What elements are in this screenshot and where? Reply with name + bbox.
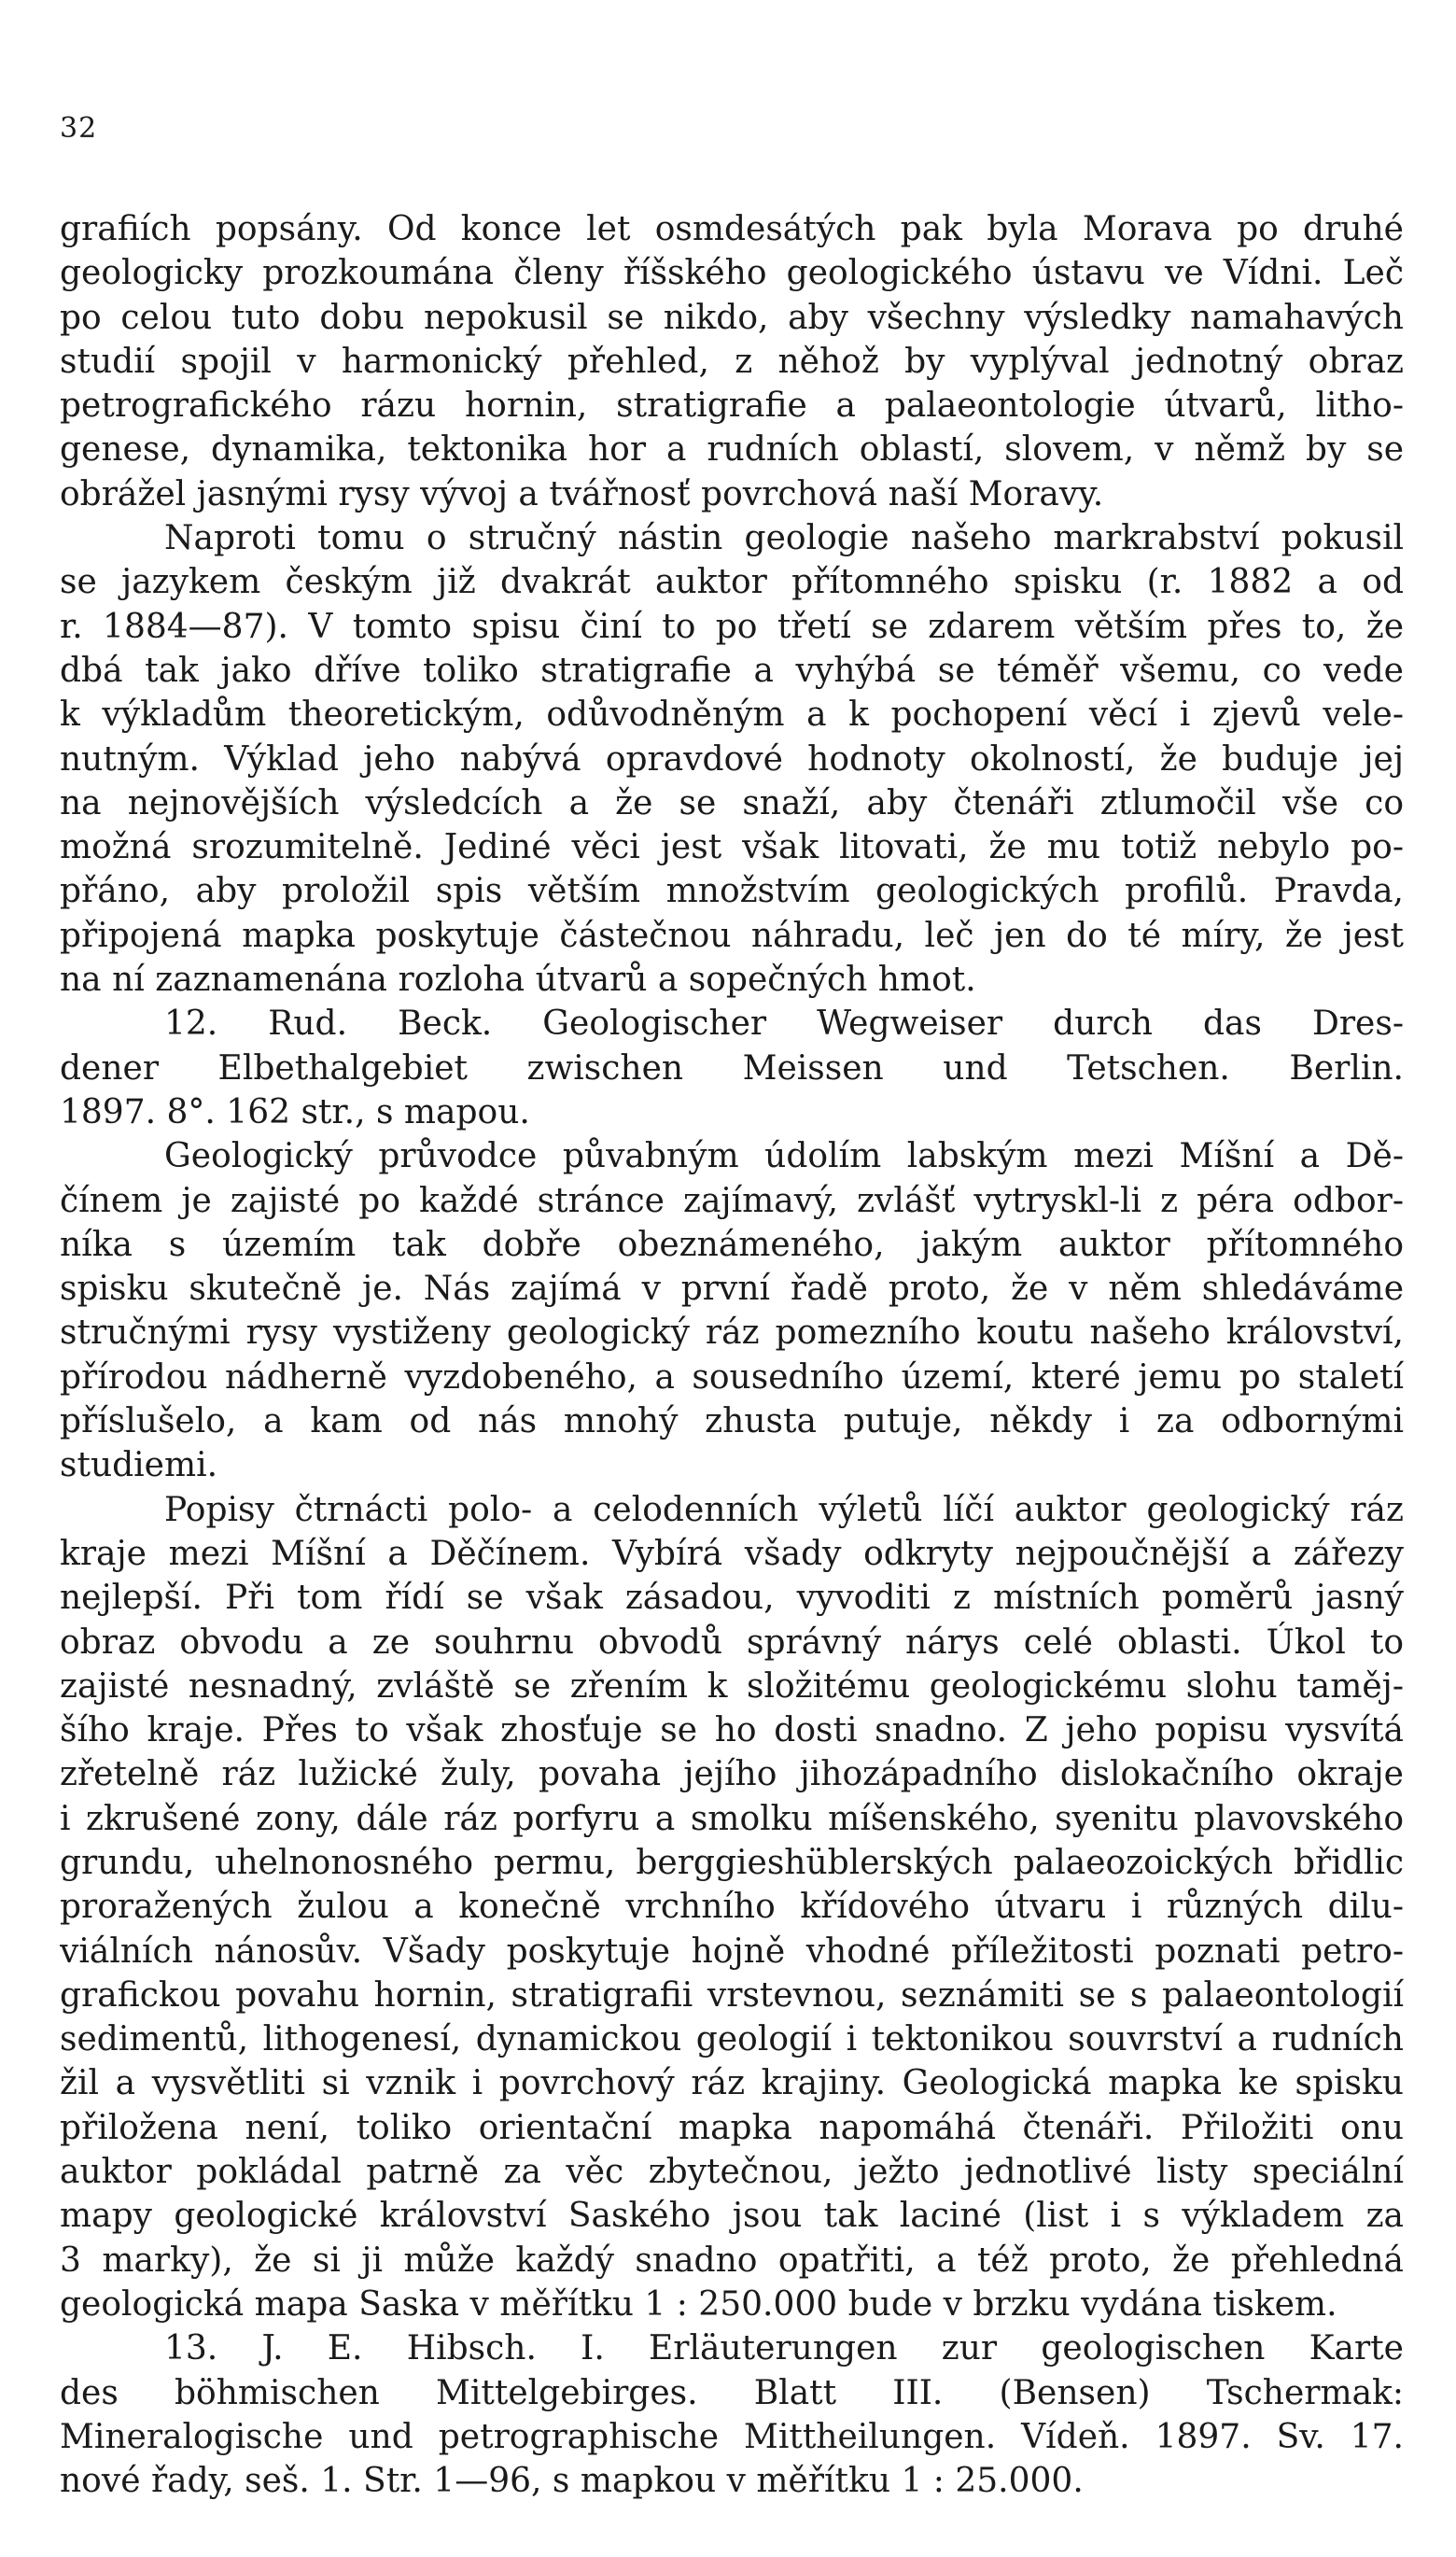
text-line: čínem je zajisté po každé stránce zajímavý, zvlášť vytryskl-li z péra odbor- bbox=[60, 1181, 1404, 1220]
text-line: Popisy čtrnácti polo- a celodenních výletů líčí auktor geologický ráz bbox=[164, 1490, 1404, 1529]
text-line: proražených žulou a konečně vrchního křídového útvaru i různých dilu- bbox=[60, 1888, 1404, 1927]
text-line: 1897. 8°. 162 str., s mapou. bbox=[60, 1092, 530, 1131]
text-line: žil a vysvětliti si vznik i povrchový ráz krajiny. Geologická mapka ke spisku bbox=[60, 2064, 1404, 2103]
text-line: des böhmischen Mittelgebirges. Blatt III. (Bensen) Tschermak: bbox=[60, 2373, 1404, 2412]
text-line: dener Elbethalgebiet zwischen Meissen und Tetschen. Berlin. bbox=[60, 1048, 1404, 1088]
text-line: přiložena není, toliko orientační mapka napomáhá čtenáři. Přiložiti onu bbox=[60, 2108, 1404, 2147]
text-line: studiemi. bbox=[60, 1446, 218, 1485]
text-line: zajisté nesnadný, zvláště se zřením k složitému geologickému slohu taměj- bbox=[60, 1666, 1404, 1706]
text-line: Geologický průvodce půvabným údolím labským mezi Míšní a Dě- bbox=[164, 1137, 1404, 1176]
text-line: 3 marky), že si ji může každý snadno opatřiti, a též proto, že přehledná bbox=[60, 2241, 1404, 2280]
text-line: k výkladům theoretickým, odůvodněným a k pochopení věcí i zjevů vele- bbox=[60, 695, 1404, 735]
text-line: mapy geologické království Saského jsou tak laciné (list i s výkladem za bbox=[60, 2197, 1404, 2236]
text-line: příslušelo, a kam od nás mnohý zhusta putuje, někdy i za odbornými bbox=[60, 1402, 1404, 1441]
text-line: nutným. Výklad jeho nabývá opravdové hodnoty okolností, že buduje jej bbox=[60, 739, 1404, 779]
text-line: kraje mezi Míšní a Děčínem. Vybírá všady odkryty nejpoučnější a zářezy bbox=[60, 1534, 1404, 1573]
text-line: se jazykem českým již dvakrát auktor přítomného spisku (r. 1882 a od bbox=[60, 563, 1404, 602]
text-line: obraz obvodu a ze souhrnu obvodů správný nárys celé oblasti. Úkol to bbox=[60, 1623, 1404, 1662]
text-line: Naproti tomu o stručný nástin geologie našeho markrabství pokusil bbox=[164, 519, 1404, 558]
text-line: geologicky prozkoumána členy říšského geologického ústavu ve Vídni. Leč bbox=[60, 254, 1404, 293]
text-line: i zkrušené zony, dále ráz porfyru a smolku míšenského, syenitu plavovského bbox=[60, 1799, 1404, 1838]
text-line: grundu, uhelnonosného permu, berggieshüblerských palaeozoických břidlic bbox=[60, 1843, 1404, 1882]
text-line: dbá tak jako dříve toliko stratigrafie a vyhýbá se téměř všemu, co vede bbox=[60, 651, 1404, 690]
text-line: nejlepší. Při tom řídí se však zásadou, vyvoditi z místních poměrů jasný bbox=[60, 1579, 1404, 1618]
text-line: petrografického rázu hornin, stratigrafie a palaeontologie útvarů, litho- bbox=[60, 386, 1404, 426]
text-line: obrážel jasnými rysy vývoj a tvářnosť povrchová naší Moravy. bbox=[60, 474, 1104, 513]
text-line: geologická mapa Saska v měřítku 1 : 250.000 bude v brzku vydána tiskem. bbox=[60, 2284, 1337, 2324]
text-line: studií spojil v harmonický přehled, z něhož by vyplýval jednotný obraz bbox=[60, 342, 1404, 381]
text-line: Mineralogische und petrographische Mittheilungen. Vídeň. 1897. Sv. 17. bbox=[60, 2417, 1404, 2456]
text-line: připojená mapka poskytuje částečnou náhradu, leč jen do té míry, že jest bbox=[60, 916, 1404, 955]
text-line: možná srozumitelně. Jediné věci jest však litovati, že mu totiž nebylo po- bbox=[60, 828, 1404, 867]
text-line: přáno, aby proložil spis větším množstvím geologických profilů. Pravda, bbox=[60, 872, 1404, 911]
text-line: na nejnovějších výsledcích a že se snaží, aby čtenáři ztlumočil vše co bbox=[60, 783, 1404, 822]
text-line: r. 1884—87). V tomto spisu činí to po třetí se zdarem větším přes to, že bbox=[60, 607, 1404, 646]
page-number: 32 bbox=[60, 112, 98, 145]
text-line: genese, dynamika, tektonika hor a rudních oblastí, slovem, v němž by se bbox=[60, 430, 1404, 470]
text-line: po celou tuto dobu nepokusil se nikdo, aby všechny výsledky namahavých bbox=[60, 298, 1404, 337]
text-line: sedimentů, lithogenesí, dynamickou geologií i tektonikou souvrství a rudních bbox=[60, 2020, 1404, 2059]
text-line: stručnými rysy vystiženy geologický ráz pomezního koutu našeho království, bbox=[60, 1314, 1404, 1353]
text-line: spisku skutečně je. Nás zajímá v první řadě proto, že v něm shledáváme bbox=[60, 1270, 1404, 1309]
text-line: grafickou povahu hornin, stratigrafii vrstevnou, seznámiti se s palaeontologií bbox=[60, 1975, 1404, 2015]
text-line: 13. J. E. Hibsch. I. Erläuterungen zur geologischen Karte bbox=[164, 2329, 1404, 2368]
text-line: viálních nánosův. Všady poskytuje hojně vhodné příležitosti poznati petro- bbox=[60, 1932, 1404, 1971]
text-line: na ní zaznamenána rozloha útvarů a sopečných hmot. bbox=[60, 961, 976, 1000]
text-line: 12. Rud. Beck. Geologischer Wegweiser durch das Dres- bbox=[164, 1005, 1404, 1044]
body-text bbox=[60, 207, 1404, 2503]
text-line: přírodou nádherně vyzdobeného, a sousedního území, které jemu po staletí bbox=[60, 1357, 1404, 1397]
text-line: šího kraje. Přes to však zhosťuje se ho dosti snadno. Z jeho popisu vysvítá bbox=[60, 1711, 1404, 1750]
text-line: nové řady, seš. 1. Str. 1—96, s mapkou v měřítku 1 : 25.000. bbox=[60, 2462, 1084, 2501]
text-line: auktor pokládal patrně za věc zbytečnou, ježto jednotlivé listy speciální bbox=[60, 2153, 1404, 2192]
text-line: zřetelně ráz lužické žuly, povaha jejího jihozápadního dislokačního okraje bbox=[60, 1755, 1404, 1794]
text-line: grafiích popsány. Od konce let osmdesátých pak byla Morava po druhé bbox=[60, 210, 1404, 248]
text-line: níka s územím tak dobře obeznámeného, jakým auktor přítomného bbox=[60, 1225, 1404, 1264]
